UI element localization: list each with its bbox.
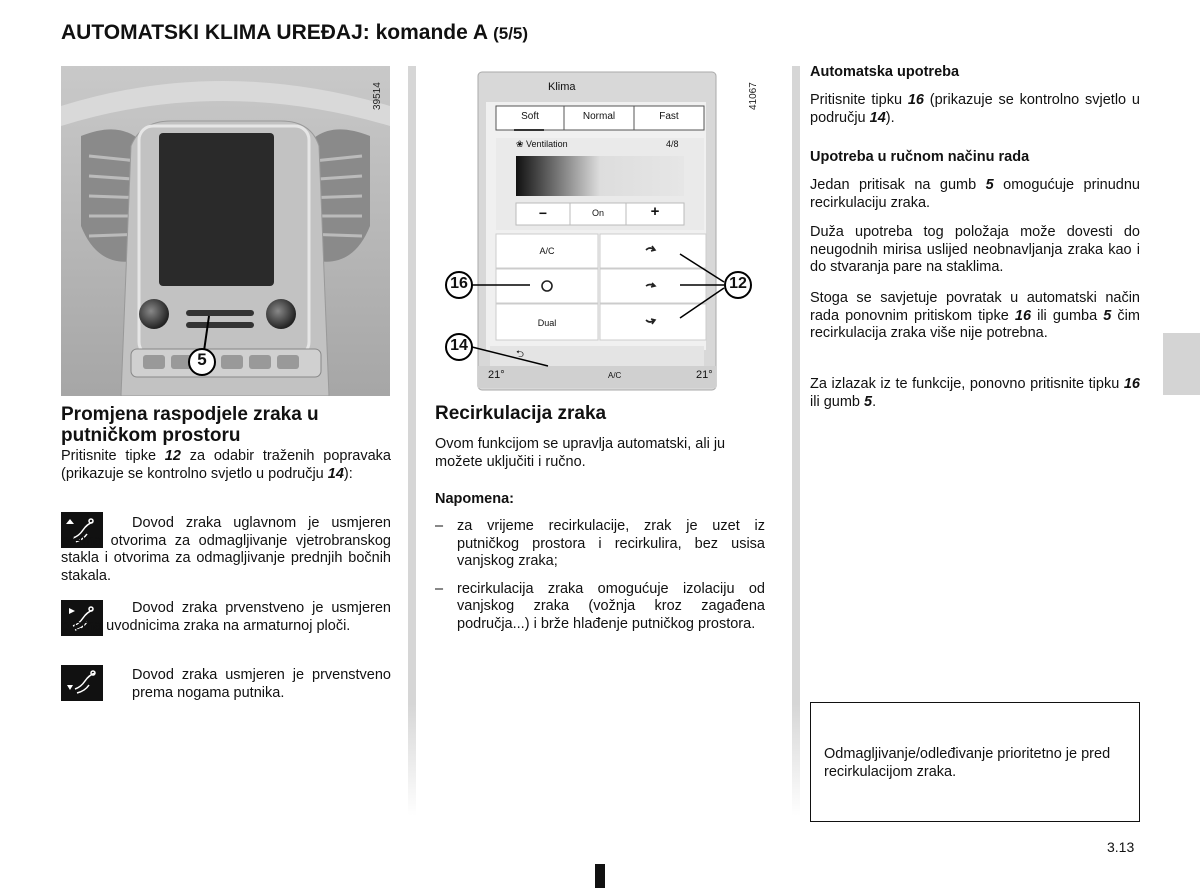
ac-button[interactable]: A/C: [539, 246, 555, 256]
text: Pritisnite tipku: [810, 92, 908, 108]
temp-left: 21°: [488, 369, 505, 381]
note-bullet-1: za vrijeme recirkulacije, zrak je uzet iz putničkog prostora i recirkulira, bez usisa vanjskog zraka;: [457, 518, 765, 569]
item-feet: Dovod zraka usmjeren je prvenstveno prema nogama putnika.: [132, 667, 391, 701]
dual-button[interactable]: Dual: [537, 318, 557, 328]
mode-fast[interactable]: Fast: [659, 111, 679, 122]
note-heading: Napomena:: [435, 491, 514, 507]
dashboard-illustration: [61, 66, 390, 396]
callout-14: 14: [450, 337, 468, 354]
auto-use-text: [810, 92, 1140, 127]
bottom-ac: A/C: [608, 371, 622, 380]
dash: –: [435, 580, 444, 597]
text: ili gumb: [810, 393, 864, 410]
text: Za izlazak iz te funkcije, ponovno pritisnite tipku: [810, 376, 1124, 392]
text: (prikazuje se kontrolno svjetlo u području: [810, 92, 1140, 126]
text: Stoga se savjetuje povratak u automatski način rada ponovnim pritiskom tipke: [810, 290, 1140, 324]
manual-use-heading: Upotreba u ručnom načinu rada: [810, 149, 1030, 165]
chapter-tab: [1163, 333, 1200, 395]
screen-title: Klima: [548, 81, 576, 93]
column-separator-right: [792, 66, 800, 816]
ref: 16: [907, 92, 924, 108]
feet-airflow-icon: [61, 665, 103, 701]
page-title-main: AUTOMATSKI KLIMA UREĐAJ: komande A: [61, 21, 488, 44]
ref: 14: [869, 109, 886, 126]
text: čim recirkulacija zraka više nije potrebna.: [810, 307, 1140, 341]
mode-soft[interactable]: Soft: [521, 111, 539, 122]
text: omogućuje prinudnu recirkulaciju zraka.: [810, 177, 1140, 211]
item-windscreen: Dovod zraka uglavnom je usmjeren prema otvorima za odmagljivanje vjetrobranskog stakla i otvorima za odmagljivanje prednjih bočnih stakala.: [61, 515, 391, 584]
mode-normal[interactable]: Normal: [582, 111, 616, 122]
callout-16: 16: [450, 275, 468, 292]
text: Jedan pritisak na gumb: [810, 177, 986, 193]
fan-on-button[interactable]: On: [591, 208, 604, 218]
ventilation-value: 4/8: [666, 139, 679, 149]
left-intro-ref: 14: [327, 465, 344, 482]
left-intro-text: Pritisnite tipke: [61, 448, 165, 464]
left-intro-ref: 12: [164, 448, 181, 464]
ref: 5: [985, 177, 994, 193]
text: .: [872, 393, 877, 410]
note-text: Odmagljivanje/odleđivanje prioritetno je pred recirkulacijom zraka.: [824, 746, 1111, 780]
manual-p1: [810, 177, 1140, 212]
back-icon[interactable]: ⮌: [516, 349, 525, 360]
left-heading: Promjena raspodjele zraka u putničkom prostoru: [61, 404, 319, 446]
auto-use-heading: Automatska upotreba: [810, 64, 960, 80]
figure-code: 41067: [748, 82, 759, 110]
manual-p4: [810, 376, 1140, 411]
page-title: [61, 21, 528, 45]
fan-plus-button[interactable]: +: [650, 203, 660, 220]
left-intro: [61, 448, 391, 483]
callout-12: 12: [729, 275, 747, 292]
manual-p2: Duža upotreba tog položaja može dovesti do neugodnih mirisa uslijed neobnavljanja zraka kao i do stvaranja pare na staklima.: [810, 224, 1140, 275]
ref: 16: [1123, 376, 1140, 392]
bottom-mark: [595, 864, 605, 888]
text: ili gumba: [1031, 307, 1104, 324]
note-bullet-2: recirkulacija zraka omogućuje izolaciju od vanjskog zraka (vožnja kroz zagađena područja...) i brže hlađenje putničkog prostora.: [457, 580, 765, 632]
middle-intro: Ovom funkcijom se upravlja automatski, ali ju možete uključiti i ručno.: [435, 436, 726, 470]
ventilation-text: Ventilation: [526, 139, 568, 149]
callout-5: 5: [197, 350, 207, 369]
item-dashboard: Dovod zraka prvenstveno je usmjeren prema uvodnicima zraka na armaturnoj ploči.: [61, 600, 391, 634]
list-item: [435, 518, 765, 571]
ref: 5: [1103, 307, 1112, 324]
column-separator-left: [408, 66, 416, 816]
note-box: [810, 702, 1140, 822]
middle-heading: Recirkulacija zraka: [435, 403, 607, 424]
temp-right: 21°: [696, 369, 713, 381]
dashboard-figure: [61, 66, 390, 396]
ventilation-label: ❀ Ventilation: [516, 139, 568, 149]
text: ).: [885, 109, 895, 126]
left-intro-text: ):: [343, 465, 353, 482]
ref: 5: [864, 393, 873, 410]
ref: 16: [1014, 307, 1032, 324]
page-title-suffix: (5/5): [493, 24, 529, 43]
figure-code: 39514: [372, 82, 383, 110]
climate-screen-figure: [430, 66, 765, 391]
fan-minus-button[interactable]: −: [538, 205, 548, 221]
dash: –: [435, 518, 444, 534]
manual-p3: [810, 290, 1140, 343]
list-item: [435, 581, 765, 634]
recirculation-notes: [435, 518, 765, 643]
left-intro-text: za odabir traženih popravaka (prikazuje se kontrolno svjetlo u području: [61, 448, 391, 482]
page-number: 3.13: [1107, 839, 1135, 855]
